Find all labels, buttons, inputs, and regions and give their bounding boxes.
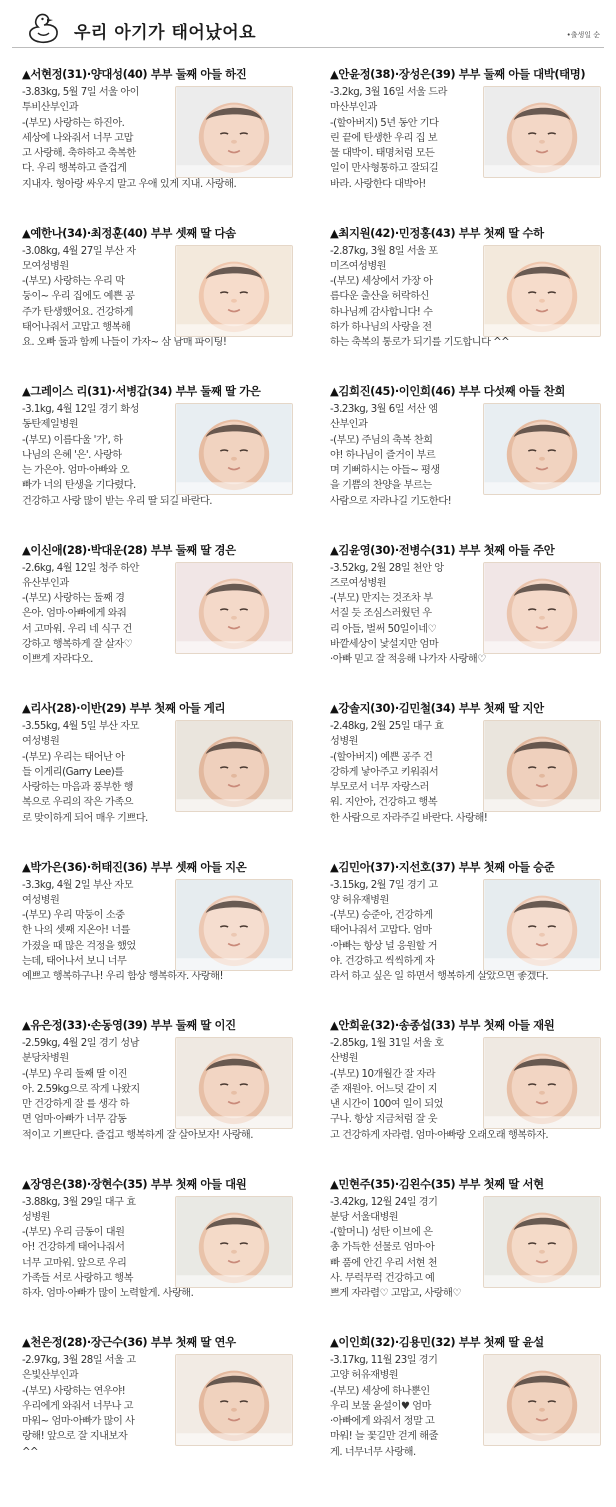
announcement-headline: ▲서현정(31)·양대성(40) 부부 둘째 아들 하진 bbox=[22, 67, 247, 81]
announcement-line: 건강하고 사랑 많이 받는 우리 딸 되길 바란다. bbox=[22, 495, 213, 507]
announcement-line: 너무 고마워. 앞으로 우리 bbox=[22, 1257, 127, 1269]
baby-photo bbox=[175, 720, 293, 812]
announcement-line: 사랑하는 마음과 풍부한 행 bbox=[22, 782, 133, 794]
announcement-line: 고 사랑해. 축하하고 축복한 bbox=[22, 148, 136, 160]
announcement-line: 름다운 출산을 허락하신 bbox=[330, 291, 429, 303]
announcement-line: 쁘게 자라렴♡ 고맙고, 사랑해♡ bbox=[330, 1288, 461, 1300]
announcement-line: -2.59kg, 4월 2일 경기 성남 bbox=[22, 1038, 139, 1049]
announcement-line: -3.42kg, 12월 24일 경기 bbox=[330, 1196, 438, 1208]
baby-photo bbox=[483, 1354, 601, 1446]
announcement-body bbox=[22, 402, 213, 509]
announcement-line: 사. 무럭무럭 건강하고 예 bbox=[330, 1272, 435, 1284]
announcement-line: -3.15kg, 2월 7일 경기 고 bbox=[330, 879, 438, 891]
announcement-line: 한 나의 셋째 지온아! 너를 bbox=[22, 925, 130, 937]
announcement-line: 예쁘고 행복하구나! 우리 함상 행복하자. 사랑해! bbox=[22, 971, 224, 983]
announcement-body bbox=[22, 1195, 194, 1302]
announcement-line: 아! 건강하게 태어나줘서 bbox=[22, 1242, 125, 1254]
announcement-line: -(부모) 우리 둘째 딸 이진 bbox=[22, 1068, 128, 1080]
announcement-line: 낸 시간이 100여 일이 되었 bbox=[330, 1099, 443, 1111]
announcement-line: -(부모) 세상에 하나뿐인 bbox=[330, 1385, 430, 1397]
birth-announcement bbox=[330, 1334, 608, 1484]
announcement-line: 마워! 늘 꽃길만 걷게 해줄 bbox=[330, 1431, 438, 1443]
birth-announcement bbox=[22, 1334, 300, 1484]
birth-announcement bbox=[330, 700, 608, 850]
announcement-line: -3.55kg, 4월 5일 부산 자모 bbox=[22, 721, 139, 732]
baby-photo bbox=[483, 879, 601, 971]
announcement-line: 지내자. 형아랑 싸우지 말고 우애 있게 지내. 사랑해. bbox=[22, 178, 237, 190]
baby-photo bbox=[483, 86, 601, 178]
announcement-line: 분당차병원 bbox=[22, 1053, 69, 1065]
announcement-headline: ▲이인희(32)·김용민(32) 부부 첫째 딸 윤설 bbox=[330, 1335, 544, 1349]
announcement-line: -(부모) 승준아, 건강하게 bbox=[330, 910, 433, 922]
announcement-line: 서질 듯 조심스러웠던 우 bbox=[330, 608, 432, 620]
announcement-line: ·아빠에게 와줘서 정말 고 bbox=[330, 1416, 435, 1428]
announcement-line: -2.87kg, 3월 8일 서울 포 bbox=[330, 245, 438, 257]
baby-photo bbox=[175, 562, 293, 654]
announcement-line: 는 가은아. 엄마·아빠와 오 bbox=[22, 465, 130, 477]
announcement-line: 을 기쁨의 찬양을 부르는 bbox=[330, 480, 432, 492]
announcement-line: 성병원 bbox=[22, 1211, 51, 1223]
birth-announcement bbox=[22, 383, 300, 533]
announcement-headline: ▲안희윤(32)·송종섭(33) 부부 첫째 아들 재원 bbox=[330, 1018, 555, 1032]
announcement-body bbox=[330, 244, 510, 351]
baby-photo bbox=[483, 720, 601, 812]
announcement-line: 나님의 은혜 '은'. 사랑하 bbox=[22, 449, 122, 461]
announcement-headline: ▲민현주(35)·김왼수(35) 부부 첫째 딸 서현 bbox=[330, 1176, 544, 1191]
announcement-line: 린 끝에 탄생한 우리 집 보 bbox=[330, 132, 438, 144]
announcement-line: 사람으로 자라나길 기도한다! bbox=[330, 495, 452, 507]
announcement-body bbox=[22, 244, 227, 351]
baby-photo bbox=[175, 403, 293, 495]
announcement-headline: ▲박가은(36)·허태진(36) 부부 셋째 아들 지온 bbox=[22, 859, 247, 874]
announcement-body bbox=[22, 1353, 176, 1460]
announcement-line: -(부모) 10개월간 잘 자라 bbox=[330, 1068, 436, 1080]
announcement-line: 고양 허유재병원 bbox=[330, 1370, 399, 1382]
announcement-headline: ▲안윤정(38)·장성은(39) 부부 둘째 아들 대박(태명) bbox=[330, 67, 586, 81]
announcement-line: 구나. 항상 지금처럼 잘 웃 bbox=[330, 1114, 438, 1126]
announcement-line: 워. 지안아, 건강하고 행복 bbox=[330, 797, 438, 809]
announcement-line: 산부인과 bbox=[330, 419, 368, 431]
announcement-line: 양 허유재병원 bbox=[330, 894, 389, 906]
announcement-line: 미즈여성병원 bbox=[330, 260, 387, 272]
announcement-line: 주가 탄생했어요. 건강하게 bbox=[22, 306, 133, 318]
announcement-headline: ▲김희진(45)·이인희(46) 부부 다섯째 아들 찬희 bbox=[330, 384, 565, 398]
announcement-line: 랑해! 앞으로 잘 지내보자 bbox=[22, 1431, 128, 1443]
announcement-line: 아. 2.59kg으로 작게 나왔지 bbox=[22, 1083, 140, 1095]
announcement-line: 물 대박이. 태명처럼 모든 bbox=[330, 148, 435, 160]
birth-announcement bbox=[330, 1017, 608, 1167]
birth-announcement bbox=[22, 66, 300, 216]
announcement-line: 로 맞이하게 되어 매우 기쁘다. bbox=[22, 812, 148, 824]
announcement-line: -2.48kg, 2월 25일 대구 효 bbox=[330, 721, 444, 732]
baby-photo bbox=[175, 1037, 293, 1129]
announcement-line: 리 아들, 벌써 50일이네♡ bbox=[330, 623, 437, 635]
announcement-line: 여성병원 bbox=[22, 894, 60, 906]
birth-announcement bbox=[22, 542, 300, 692]
announcement-headline: ▲천은정(28)·장근수(36) 부부 첫째 딸 연우 bbox=[22, 1335, 236, 1349]
announcement-line: 다. 우리 행복하고 즐겁게 bbox=[22, 163, 127, 175]
announcement-line: 강하게 낳아주고 키워줘서 bbox=[330, 766, 439, 778]
announcement-body bbox=[22, 719, 176, 826]
announcement-line: -3.08kg, 4월 27일 부산 자 bbox=[22, 245, 136, 257]
page-title: 우리 아기가 태어났어요 bbox=[74, 23, 257, 43]
birth-announcement bbox=[330, 542, 608, 692]
announcement-line: 한 사람으로 자라주길 바란다. 사랑해! bbox=[330, 812, 488, 824]
announcement-headline: ▲최지원(42)·민정홍(43) 부부 첫째 딸 수하 bbox=[330, 225, 544, 240]
announcement-line: ·아빠는 항상 널 응원할 거 bbox=[330, 940, 438, 952]
announcement-line: 세상에 나와줘서 너무 고맙 bbox=[22, 132, 133, 144]
announcement-headline: ▲강솔지(30)·김민철(34) 부부 첫째 딸 지안 bbox=[330, 701, 544, 715]
announcement-headline: ▲김민아(37)·지선호(37) 부부 첫째 아들 승준 bbox=[330, 859, 555, 874]
announcement-line: 마워~ 엄마·아빠가 많이 사 bbox=[22, 1416, 135, 1428]
announcement-line: -(부모) 사랑하는 하진아. bbox=[22, 117, 125, 129]
announcement-line: 빠 품에 안긴 우리 서현 천 bbox=[330, 1257, 438, 1269]
announcement-line: -3.23kg, 3월 6일 서산 엠 bbox=[330, 404, 438, 415]
baby-photo bbox=[175, 1196, 293, 1288]
announcement-line: -3.1kg, 4월 12일 경기 화성 bbox=[22, 404, 139, 415]
announcement-line: 우리에게 와줘서 너무나 고 bbox=[22, 1400, 133, 1412]
announcement-body bbox=[330, 85, 484, 192]
announcement-headline: ▲리사(28)·이반(29) 부부 첫째 아들 게리 bbox=[22, 701, 226, 715]
birth-announcement bbox=[330, 66, 608, 216]
announcement-body bbox=[330, 719, 488, 826]
announcement-line: 적이고 기쁘단다. 즐겁고 행복하게 잘 살아보자! 사랑해. bbox=[22, 1129, 253, 1141]
announcement-headline: ▲장영은(38)·장현수(35) 부부 첫째 아들 대원 bbox=[22, 1176, 247, 1191]
announcement-line: 부모로서 너무 자랑스러 bbox=[330, 782, 429, 794]
announcement-line: -(부모) 주님의 축복 찬희 bbox=[330, 434, 433, 446]
announcement-line: 고 건강하게 자라렴. 엄마·아빠랑 오래오래 행복하자. bbox=[330, 1129, 549, 1141]
announcement-body bbox=[330, 878, 549, 985]
announcement-body bbox=[330, 561, 484, 668]
announcement-line: 둥이~ 우리 집에도 예쁜 공 bbox=[22, 291, 135, 303]
birth-announcement bbox=[22, 859, 300, 1009]
announcement-line: 야. 건강하고 씩씩하게 자 bbox=[330, 955, 435, 967]
baby-photo bbox=[483, 562, 601, 654]
birth-announcement bbox=[330, 225, 608, 375]
announcement-body bbox=[22, 85, 237, 192]
announcement-line: 분당 서울대병원 bbox=[330, 1211, 399, 1223]
announcement-line: 태어나줘서 고맙다. 엄마 bbox=[330, 925, 432, 937]
announcement-line: 면 엄마·아빠가 너무 감동 bbox=[22, 1114, 127, 1126]
announcement-line: 하가 하나님의 사랑을 전 bbox=[330, 321, 432, 333]
announcement-line: 복으로 우리의 작은 가족으 bbox=[22, 797, 133, 809]
announcement-line: 가졌을 때 많은 걱정을 했었 bbox=[22, 940, 136, 952]
announcement-line: 가족들 서로 사랑하고 행복 bbox=[22, 1272, 133, 1284]
announcement-line: 성병원 bbox=[330, 736, 359, 748]
baby-photo bbox=[175, 245, 293, 337]
announcement-line: 즈로여성병원 bbox=[330, 577, 387, 589]
announcement-line: 투비산부인과 bbox=[22, 102, 79, 114]
announcement-line: 이쁘게 자라다오. bbox=[22, 654, 93, 666]
announcement-line: 동탄제일병원 bbox=[22, 419, 79, 431]
announcement-line: 게. 너무너무 사랑해. bbox=[330, 1446, 416, 1458]
announcement-line: -3.88kg, 3월 29일 대구 효 bbox=[22, 1196, 136, 1208]
announcement-line: 여성병원 bbox=[22, 736, 60, 748]
announcement-line: -3.3kg, 4월 2일 부산 자모 bbox=[22, 879, 133, 891]
announcement-line: -(부모) 이름다울 '가', 하 bbox=[22, 434, 123, 446]
announcement-line: -(부모) 만지는 것조차 부 bbox=[330, 593, 433, 605]
announcement-line: 는데, 태어나서 보니 너무 bbox=[22, 955, 127, 967]
announcement-line: -(부모) 세상에서 가장 아 bbox=[330, 276, 433, 288]
announcement-line: -(부모) 우리 금동이 대원 bbox=[22, 1227, 125, 1239]
announcement-line: -2.97kg, 3월 28일 서울 고 bbox=[22, 1355, 136, 1366]
announcement-line: -(할아버지) 5년 동안 기다 bbox=[330, 117, 439, 129]
duck-icon bbox=[26, 12, 60, 44]
announcement-line: 빠가 너의 탄생을 기다렸다. bbox=[22, 480, 136, 492]
announcement-line: -3.52kg, 2월 28일 천안 앙 bbox=[330, 562, 444, 574]
announcement-line: -2.6kg, 4월 12일 청주 하안 bbox=[22, 562, 139, 574]
announcement-line: ·아빠 믿고 잘 적응해 나가자 사랑해♡ bbox=[330, 654, 486, 666]
right-column bbox=[330, 66, 608, 1496]
birth-announcement bbox=[22, 1017, 300, 1167]
announcement-headline: ▲예한나(34)·최정훈(40) 부부 셋째 딸 다솜 bbox=[22, 225, 236, 240]
announcement-line: 바깥세상이 낯설지만 엄마 bbox=[330, 638, 439, 650]
announcement-line: 하자. 엄마·아빠가 많이 노력할게. 사랑해. bbox=[22, 1288, 194, 1300]
announcement-line: 들 이게리(Garry Lee)를 bbox=[22, 766, 124, 778]
announcement-headline: ▲김윤영(30)·전병수(31) 부부 첫째 아들 주안 bbox=[330, 542, 555, 557]
announcement-line: 준 재원아. 어느덧 같이 지 bbox=[330, 1083, 438, 1095]
announcement-line: 야! 하나님이 즐거이 부르 bbox=[330, 449, 436, 461]
announcement-headline: ▲이신애(28)·박대운(28) 부부 둘째 딸 경은 bbox=[22, 542, 236, 557]
announcement-line: 우리 보물 윤설이♥ 엄마 bbox=[330, 1400, 431, 1412]
announcement-body bbox=[22, 1036, 253, 1143]
announcement-line: -(할머니) 성탄 이브에 은 bbox=[330, 1227, 433, 1239]
announcement-body bbox=[330, 1353, 484, 1460]
announcement-line: 마산부인과 bbox=[330, 102, 377, 114]
announcement-line: -3.83kg, 5월 7일 서울 아이 bbox=[22, 87, 139, 98]
announcement-line: 만 건강하게 잘 를 생각 하 bbox=[22, 1099, 130, 1111]
birth-announcement bbox=[330, 383, 608, 533]
baby-photo bbox=[483, 245, 601, 337]
announcement-line: -(부모) 우리는 태어난 아 bbox=[22, 751, 125, 763]
birth-announcement bbox=[330, 859, 608, 1009]
announcement-line: 하나님께 감사합니다! 수 bbox=[330, 306, 433, 318]
announcement-line: 은빛산부인과 bbox=[22, 1370, 79, 1382]
announcement-line: 라서 하고 싶은 일 하면서 행복하게 살았으면 좋겠다. bbox=[330, 971, 549, 983]
announcement-line: -2.85kg, 1월 31일 서울 호 bbox=[330, 1038, 444, 1049]
birth-announcement bbox=[22, 225, 300, 375]
announcement-body bbox=[330, 1036, 549, 1143]
announcement-line: -(부모) 사랑하는 둘째 경 bbox=[22, 593, 125, 605]
announcement-line: -(부모) 우리 막둥이 소중 bbox=[22, 910, 125, 922]
announcement-line: -(할아버지) 예쁜 공주 건 bbox=[330, 751, 433, 763]
announcement-line: -3.2kg, 3월 16일 서울 드라 bbox=[330, 87, 447, 98]
announcement-line: 총 가득한 선물로 엄마·아 bbox=[330, 1242, 435, 1254]
announcement-body bbox=[22, 561, 176, 668]
announcement-line: 은아. 엄마·아빠에게 와줘 bbox=[22, 608, 127, 620]
baby-photo bbox=[483, 1196, 601, 1288]
announcement-line: 하는 축복의 통로가 되기를 기도합니다 ^^ bbox=[330, 337, 510, 349]
announcement-line: 요. 오빠 둘과 함께 나들이 가자~ 삼 남매 파이팅! bbox=[22, 337, 227, 349]
announcement-line: 유산부인과 bbox=[22, 577, 69, 589]
announcement-line: 서 고마워. 우리 네 식구 건 bbox=[22, 623, 132, 635]
announcement-line: 바라. 사랑한다 대박아! bbox=[330, 178, 426, 190]
announcement-line: 산병원 bbox=[330, 1053, 359, 1065]
baby-photo bbox=[483, 403, 601, 495]
announcement-line: -(부모) 사랑하는 연우야! bbox=[22, 1385, 126, 1397]
baby-photo bbox=[175, 86, 293, 178]
announcement-line: -(부모) 사랑하는 우리 막 bbox=[22, 276, 125, 288]
baby-photo bbox=[483, 1037, 601, 1129]
announcement-line: -3.17kg, 11월 23일 경기 bbox=[330, 1355, 438, 1366]
announcement-line: 강하고 행복하게 잘 살자♡ bbox=[22, 638, 133, 650]
page-header bbox=[12, 8, 604, 48]
announcement-line: 며 기뻐하시는 아들~ 평생 bbox=[330, 465, 440, 477]
announcement-body bbox=[22, 878, 224, 985]
announcement-line: 일이 만사형통하고 잘되길 bbox=[330, 163, 439, 175]
birth-announcement bbox=[22, 700, 300, 850]
announcement-headline: ▲유은정(33)·손동영(39) 부부 둘째 딸 이진 bbox=[22, 1018, 236, 1032]
left-column bbox=[22, 66, 300, 1496]
birth-announcement bbox=[22, 1176, 300, 1326]
baby-photo bbox=[175, 1354, 293, 1446]
birth-announcement bbox=[330, 1176, 608, 1326]
announcement-line: ^^ bbox=[22, 1446, 39, 1458]
announcement-line: 태어나줘서 고맙고 행복해 bbox=[22, 321, 131, 333]
announcement-headline: ▲그레이스 리(31)·서병갑(34) 부부 둘째 딸 가은 bbox=[22, 384, 261, 398]
announcement-line: 모여성병원 bbox=[22, 260, 69, 272]
baby-photo bbox=[175, 879, 293, 971]
sort-order-note: •출생일 순 bbox=[566, 31, 600, 39]
announcement-body bbox=[330, 402, 484, 509]
announcement-body bbox=[330, 1195, 484, 1302]
